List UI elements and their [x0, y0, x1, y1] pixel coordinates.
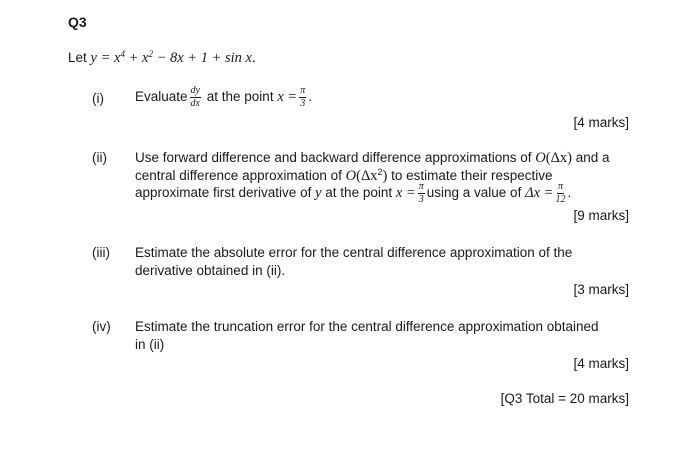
part-ii-marks: [9 marks] [573, 208, 629, 223]
part-iv-line-1: Estimate the truncation error for the central difference approximation obtained [135, 319, 599, 334]
part-iv-line-2: in (ii) [135, 337, 165, 352]
intro-prefix: Let [68, 50, 87, 65]
pi-over-12-fraction: $\frac{\pi}{12}$ [555, 181, 566, 205]
part-iii-line-2: derivative obtained in (ii). [135, 263, 286, 278]
part-iii-label: (iii) [92, 245, 110, 260]
part-i-label: (i) [92, 91, 104, 106]
part-iii-line-1: Estimate the absolute error for the central difference approximation of the [135, 245, 573, 260]
part-i-marks: [4 marks] [573, 115, 629, 130]
part-ii-line-3: approximate first derivative of y at the point x = $\frac{\pi}{3}$ using a value of Δx = $\frac{\pi}{12}$ . [135, 181, 572, 205]
question-heading: Q3 [68, 14, 87, 30]
part-iv-marks: [4 marks] [573, 356, 629, 371]
question-intro [68, 50, 256, 67]
part-i-text: Evaluate $\frac{dy}{dx}$ at the point x = $\frac{\pi}{3}$ . [135, 85, 312, 109]
pi-over-3-fraction: $\frac{\pi}{3}$ [418, 181, 424, 205]
part-ii-line-1: Use forward difference and backward difference approximations of O(Δx) and a [135, 150, 610, 166]
part-ii-line-2: central difference approximation of $O(\Delta x^2)$ to estimate their respective [135, 167, 553, 184]
dy-dx-fraction: $\frac{dy}{dx}$ [190, 85, 200, 109]
question-total: [Q3 Total = 20 marks] [500, 391, 629, 406]
part-iii-marks: [3 marks] [573, 282, 629, 297]
pi-over-3-fraction: $\frac{\pi}{3}$ [300, 85, 306, 109]
part-ii-label: (ii) [92, 150, 107, 165]
part-iv-label: (iv) [92, 319, 111, 334]
intro-function: $y = x^4 + x^2 - 8x + 1 + \sin x$. [90, 49, 256, 66]
